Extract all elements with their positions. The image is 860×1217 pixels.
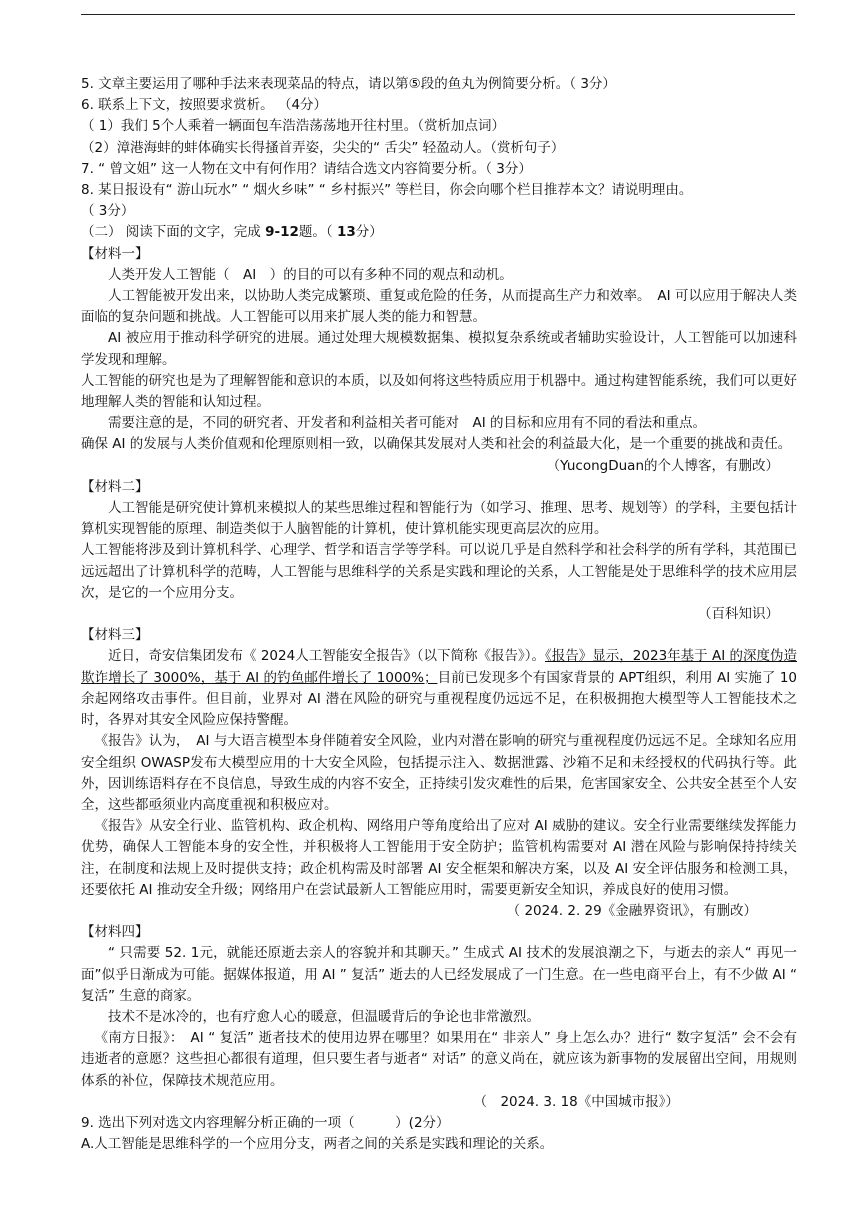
material-3-para-1-underlined: 《报告》显示，2023年基于 AI 的深度伪造欺诈增长了 3000%，基于 AI 的钓鱼邮件增长了 1000%； — [81, 648, 798, 686]
material-2-para-1: 人工智能是研究使计算机来模拟人的某些思维过程和智能行为（如学习、推理、思考、规划等）的学科，主要包括计算机实现智能的原理、制造类似于人脑智能的计算机，使计算机能实现更高层次的应用。 — [81, 500, 797, 538]
section-2-range: 9-12 — [265, 224, 299, 241]
section-2-mid: 题。（ — [298, 224, 337, 241]
material-2-para-2: 人工智能将涉及到计算机科学、心理学、哲学和语言学等学科。可以说几乎是自然科学和社会科学的所有学科，其范围已远远超出了计算机科学的范畴，人工智能与思维科学的关系是实践和理论的关系，人工智能是处于思维科学的技术应用层次，是它的一个应用分支。 — [81, 542, 797, 601]
question-7: 7. “ 曾文姐” 这一人物在文中有何作用？请结合选文内容简要分析。（ 3分） — [81, 160, 532, 177]
material-1-para-1: 人类开发人工智能（ AI ）的目的可以有多种不同的观点和动机。 — [108, 266, 513, 283]
question-8-score: （ 3分） — [81, 203, 135, 220]
exam-page — [81, 74, 797, 1155]
material-3-para-1-lead: 近日，奇安信集团发布《 2024人工智能安全报告》（以下简称《报告》）。 — [108, 648, 546, 665]
section-2-points: 13 — [336, 224, 356, 241]
material-1-para-5b: 确保 AI 的发展与人类价值观和伦理原则相一致，以确保其发展对人类和社会的利益最大化，是一个重要的挑战和责任。 — [81, 436, 792, 453]
question-6-item-2: （2）漳港海蚌的蚌体确实长得搔首弄姿，尖尖的“ 舌尖” 轻盈动人。（赏析句子） — [81, 139, 565, 156]
header-rule — [81, 14, 795, 15]
material-1-para-5a: 需要注意的是，不同的研究者、开发者和利益相关者可能对 AI 的目标和应用有不同的看法和重点。 — [108, 415, 707, 432]
material-3-para-2: 《报告》认为， AI 与大语言模型本身伴随着安全风险，业内对潜在影响的研究与重视程度仍远远不足。全球知名应用安全组织 OWASP发布大模型应用的十大安全风险，包括提示注入、数据泄露、沙箱不足和未经授权的代码执行等。此外，因训练语料存在不良信息，导致生成的内容不安全，正持续引发灾难性的后果，危害国家安全、公共安全甚至个人安全，这些都亟须业内高度重视和积极应对。 — [81, 733, 797, 813]
material-3-para-1 — [81, 646, 797, 731]
question-5: 5. 文章主要运用了哪种手法来表现菜品的特点，请以第⑤段的鱼丸为例简要分析。（ 3分） — [81, 76, 616, 92]
material-1-source: （YucongDuan的个人博客，有删改） — [546, 457, 779, 474]
question-9-option-a: A.人工智能是思维科学的一个应用分支，两者之间的关系是实践和理论的关系。 — [81, 1136, 554, 1153]
material-3-source: （ 2024. 2. 29《金融界资讯》，有删改） — [506, 902, 757, 919]
material-4-para-2: 技术不是冰冷的，也有疗愈人心的暖意，但温暖背后的争论也非常激烈。 — [108, 1008, 540, 1025]
material-1-para-4: 人工智能的研究也是为了理解智能和意识的本质，以及如何将这些特质应用于机器中。通过构建智能系统，我们可以更好地理解人类的智能和认知过程。 — [81, 372, 797, 411]
material-3-para-3: 《报告》从安全行业、监管机构、政企机构、网络用户等角度给出了应对 AI 威胁的建议。安全行业需要继续发挥能力优势，确保人工智能本身的安全性，并积极将人工智能用于安全防护；监管机构需要对 AI 潜在风险与影响保持持续关注，在制度和法规上及时提供支持；政企机构需及时部署 AI 安全框架和解决方案，以及 AI 安全评估服务和检测工具，还要依托 AI 推动安全升级；网络用户在尝试最新人工智能应用时，需要更新安全知识，养成良好的使用习惯。 — [81, 818, 797, 898]
material-1-heading: 【材料一】 — [81, 245, 149, 262]
material-1-para-3: AI 被应用于推动科学研究的进展。通过处理大规模数据集、模拟复杂系统或者辅助实验设计，人工智能可以加速科学发现和理解。 — [81, 330, 797, 368]
section-2-post: 分） — [355, 224, 383, 241]
material-3-heading: 【材料三】 — [81, 627, 149, 644]
material-4-para-1: “ 只需要 52. 1元，就能还原逝去亲人的容貌并和其聊天。” 生成式 AI 技术的发展浪潮之下，与逝去的亲人“ 再见一面”似乎日渐成为可能。据媒体报道，用 AI ” 复活” 逝去的人已经发展成了一门生意。在一些电商平台上，有不少做 AI “ 复活” 生意的商家。 — [81, 945, 797, 1004]
material-3-para-1-rest: 目前已发现多个有国家背景的 APT组织，利用 AI 实施了 10余起网络攻击事件。但目前，业界对 AI 潜在风险的研究与重视程度仍远远不足，在积极拥抱大模型等人工智能技术之时，各界对其安全风险应保持警醒。 — [81, 669, 797, 729]
material-4-source: （ 2024. 3. 18《中国城市报》） — [473, 1093, 679, 1110]
material-4-heading: 【材料四】 — [81, 924, 149, 941]
material-2-source: （百科知识） — [698, 606, 779, 623]
question-6-item-1: （ 1）我们 5个人乘着一辆面包车浩浩荡荡地开往村里。（赏析加点词） — [81, 118, 506, 135]
section-2-pre: （二） 阅读下面的文字，完成 — [81, 224, 266, 241]
material-4-para-3: 《南方日报》： AI “ 复活” 逝者技术的使用边界在哪里？如果用在“ 非亲人” 身上怎么办？进行“ 数字复活” 会不会有违逝者的意愿？这些担心都很有道理，但只要生者与逝者“ 对话” 的意义尚在，就应该为新事物的发展留出空间，用规则体系的补位，保障技术规范应用。 — [81, 1030, 797, 1089]
material-2-heading: 【材料二】 — [81, 478, 149, 495]
material-1-para-2: 人工智能被开发出来，以协助人类完成繁琐、重复或危险的任务，从而提高生产力和效率。 AI 可以应用于解决人类面临的复杂问题和挑战。人工智能可以用来扩展人类的能力和智慧。 — [81, 288, 797, 326]
section-2-heading — [81, 222, 797, 243]
question-6: 6. 联系上下文，按照要求赏析。 （4分） — [81, 97, 328, 114]
question-8: 8. 某日报设有“ 游山玩水” “ 烟火乡味” “ 乡村振兴” 等栏目，你会向哪个栏目推荐本文？请说明理由。 — [81, 182, 693, 199]
question-9: 9. 选出下列对选文内容理解分析正确的一项（ ）(2分） — [81, 1114, 450, 1131]
